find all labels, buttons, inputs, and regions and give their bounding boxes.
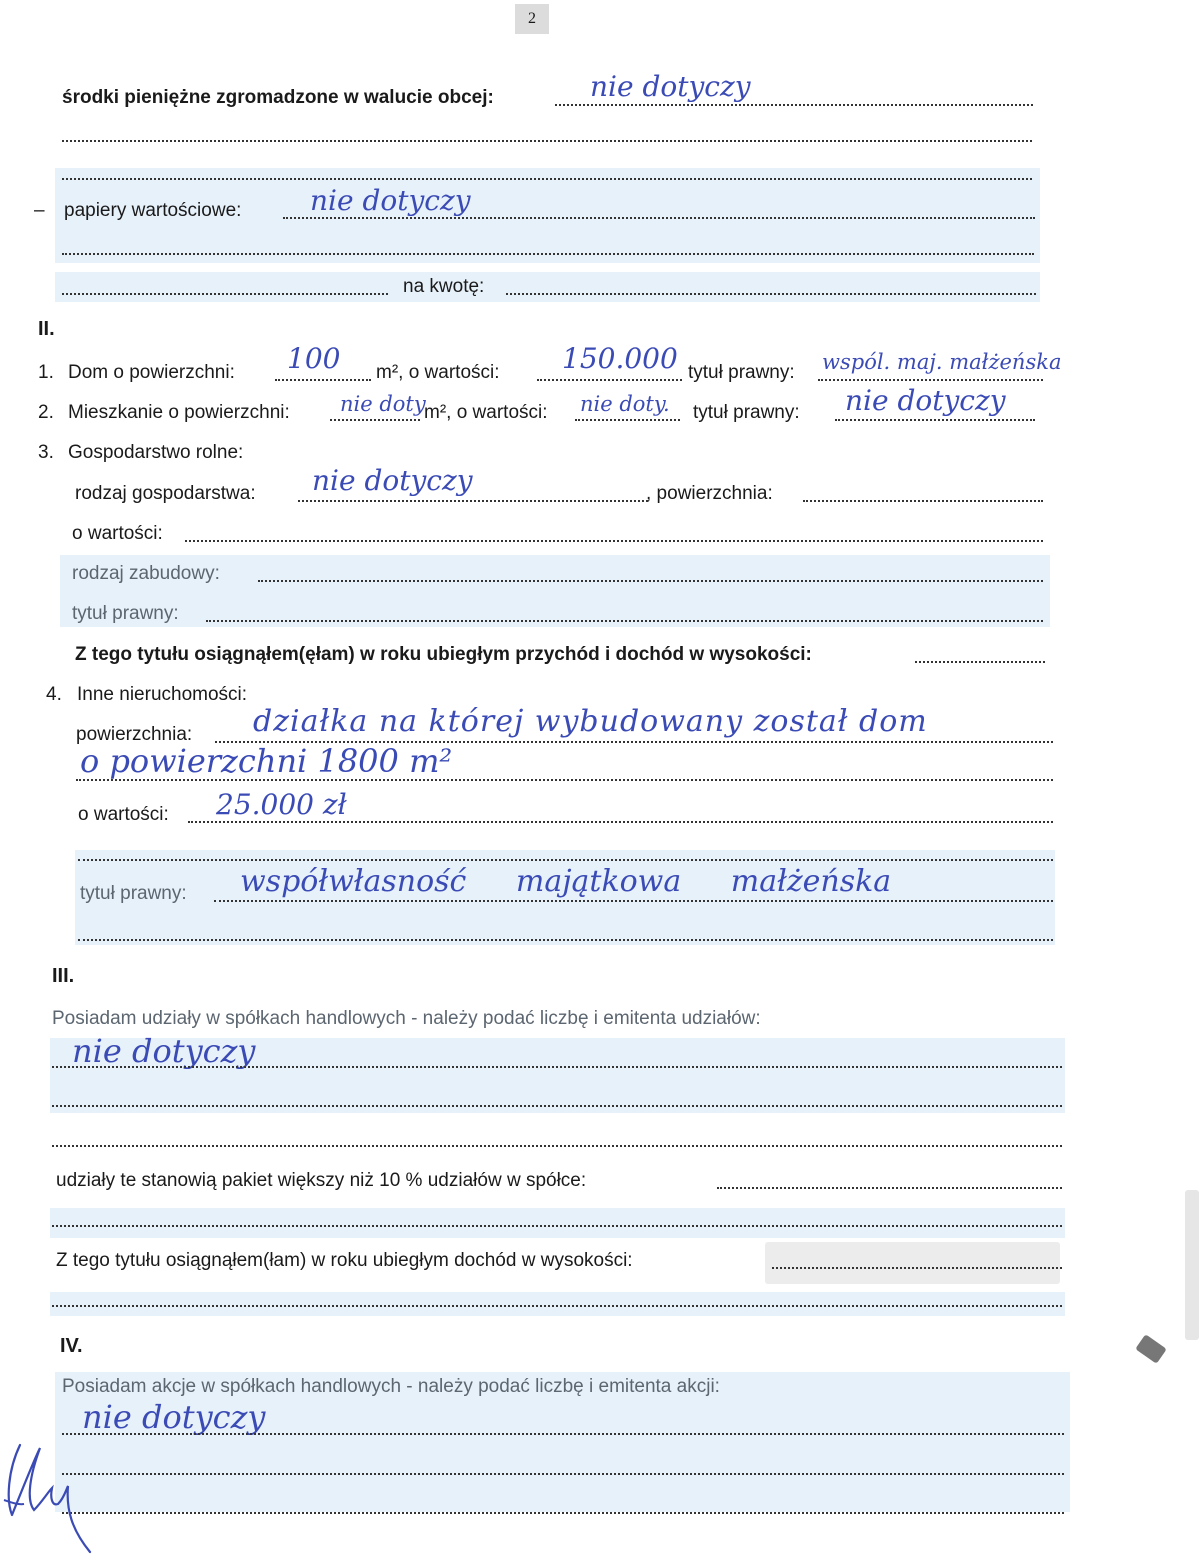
- dotted-line: [575, 419, 680, 421]
- dotted-line: [188, 821, 1053, 823]
- dotted-line: [506, 293, 1036, 295]
- dash-bullet: –: [34, 200, 45, 221]
- farm-value-label: o wartości:: [72, 523, 163, 544]
- item-number: 4.: [46, 684, 62, 705]
- house-label: Dom o powierzchni:: [68, 362, 235, 383]
- handwritten-stocks: nie dotyczy: [82, 1398, 266, 1436]
- dotted-line: [330, 419, 420, 421]
- tint-band: [50, 1292, 1065, 1316]
- item-number: 2.: [38, 402, 54, 423]
- dotted-line: [283, 217, 1035, 219]
- dotted-line: [772, 1267, 1062, 1269]
- page-number: 2: [515, 4, 549, 34]
- house-unit-label: m², o wartości:: [376, 362, 500, 383]
- farm-area-label: , powierzchnia:: [646, 483, 773, 504]
- farm-income-label: Z tego tytułu osiągnąłem(ęłam) w roku ubiegłym przychód i dochód w wysokości:: [75, 644, 812, 665]
- scan-smudge: [1135, 1334, 1167, 1364]
- dotted-line: [78, 859, 1053, 861]
- securities-label: papiery wartościowe:: [64, 200, 242, 221]
- handwritten-house-area: 100: [287, 342, 341, 375]
- handwritten-other-area-2: o powierzchni 1800 m²: [80, 742, 453, 780]
- signature-initials: [0, 1430, 110, 1555]
- dotted-line: [62, 1433, 1064, 1435]
- dotted-line: [52, 1305, 1062, 1307]
- package-label: udziały te stanowią pakiet większy niż 10 % udziałów w spółce:: [56, 1170, 587, 1191]
- dotted-line: [52, 1066, 1062, 1068]
- handwritten-securities: nie dotyczy: [310, 184, 471, 217]
- tint-band: [55, 272, 1040, 302]
- dotted-line: [915, 661, 1045, 663]
- dotted-line: [835, 419, 1035, 421]
- dotted-line: [185, 540, 1043, 542]
- dotted-line: [206, 620, 1043, 622]
- other-area-label: powierzchnia:: [76, 724, 193, 745]
- handwritten-house-title: wspól. maj. małżeńska: [822, 350, 1062, 374]
- item-number: 3.: [38, 442, 54, 463]
- section-heading: IV.: [60, 1335, 83, 1357]
- dotted-line: [214, 900, 1053, 902]
- shares-label: Posiadam udziały w spółkach handlowych - należy podać liczbę i emitenta udziałów:: [52, 1008, 761, 1029]
- dotted-line: [298, 500, 648, 502]
- dotted-line: [62, 178, 1032, 180]
- flat-unit-label: m², o wartości:: [424, 402, 548, 423]
- handwritten-foreign-currency: nie dotyczy: [590, 70, 751, 103]
- handwritten-flat-value: nie doty.: [580, 392, 670, 416]
- farm-label: Gospodarstwo rolne:: [68, 442, 244, 463]
- dotted-line: [52, 1105, 1062, 1107]
- dotted-line: [555, 104, 1033, 106]
- other-property-label: Inne nieruchomości:: [77, 684, 248, 705]
- section-heading: III.: [52, 965, 75, 987]
- dotted-line: [52, 1225, 1062, 1227]
- farm-buildings-label: rodzaj zabudowy:: [72, 563, 220, 584]
- shares-income-label: Z tego tytułu osiągnąłem(łam) w roku ubiegłym dochód w wysokości:: [56, 1250, 633, 1271]
- dotted-line: [62, 293, 388, 295]
- farm-title-label: tytuł prawny:: [72, 603, 179, 624]
- house-title-label: tytuł prawny:: [688, 362, 795, 383]
- dotted-line: [52, 1145, 1062, 1147]
- scan-smudge: [765, 1242, 1060, 1284]
- foreign-currency-label: środki pieniężne zgromadzone w walucie obcej:: [62, 87, 494, 108]
- farm-type-label: rodzaj gospodarstwa:: [75, 483, 256, 504]
- handwritten-flat-title: nie dotyczy: [845, 384, 1006, 417]
- dotted-line: [258, 580, 1043, 582]
- dotted-line: [62, 253, 1034, 255]
- dotted-line: [537, 379, 682, 381]
- amount-label: na kwotę:: [403, 276, 485, 297]
- handwritten-farm-type: nie dotyczy: [312, 464, 473, 497]
- tint-band: [50, 1208, 1065, 1238]
- dotted-line: [62, 1512, 1064, 1514]
- other-title-label: tytuł prawny:: [80, 883, 187, 904]
- dotted-line: [275, 379, 371, 381]
- handwritten-other-value: 25.000 zł: [216, 788, 347, 821]
- handwritten-house-value: 150.000: [562, 342, 678, 375]
- dotted-line: [818, 379, 1043, 381]
- scan-smudge: [1185, 1190, 1199, 1340]
- flat-label: Mieszkanie o powierzchni:: [68, 402, 290, 423]
- dotted-line: [717, 1187, 1062, 1189]
- dotted-line: [78, 939, 1053, 941]
- handwritten-shares: nie dotyczy: [72, 1032, 256, 1070]
- handwritten-other-title: współwłasność majątkowa małżeńska: [240, 864, 892, 899]
- handwritten-flat-area: nie doty: [340, 392, 426, 416]
- flat-title-label: tytuł prawny:: [693, 402, 800, 423]
- dotted-line: [62, 1473, 1064, 1475]
- dotted-line: [803, 500, 1043, 502]
- dotted-line: [62, 140, 1032, 142]
- item-number: 1.: [38, 362, 54, 383]
- section-heading: II.: [38, 318, 55, 340]
- other-value-label: o wartości:: [78, 804, 169, 825]
- stocks-label: Posiadam akcje w spółkach handlowych - należy podać liczbę i emitenta akcji:: [62, 1376, 720, 1397]
- handwritten-other-area-1: działka na której wybudowany został dom: [253, 704, 928, 739]
